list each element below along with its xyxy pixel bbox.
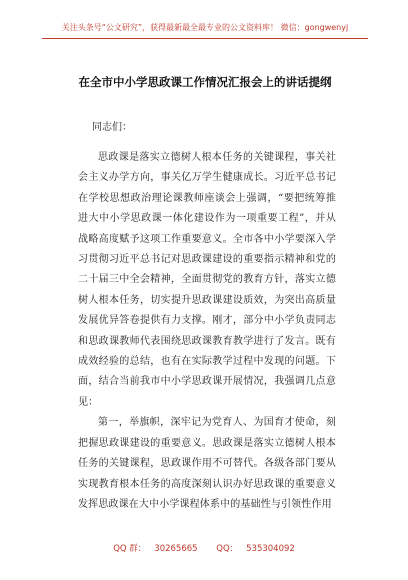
qq-label: QQ： xyxy=(216,544,239,554)
qq-group-number: 30265665 xyxy=(154,544,198,554)
qq-contact xyxy=(212,544,299,554)
header-divider xyxy=(42,38,368,39)
body-paragraph: 第一，举旗帜，深牢记为党育人、为国育才使命，刻把握思政课建设的重要意义。思政课是落实立德树人根本任务的关键课程，思政课作用不可替代。各级各部门要从实现教育根本任务的高度深刻认识办好思政课的重要意义发挥思政课在大中小学课程体系中的基础性与引领性作用 xyxy=(78,417,336,510)
footer-contact xyxy=(0,542,408,554)
document-title: 在全市中小学思政课工作情况汇报会上的讲话提纲 xyxy=(78,75,332,89)
qq-number: 535304092 xyxy=(246,544,295,554)
qq-group-contact xyxy=(109,544,201,554)
salutation: 同志们： xyxy=(92,122,132,133)
body-paragraph: 思政课是落实立德树人根本任务的关键课程，事关社会主义办学方向，事关亿万学生健康成长。习近平总书记在学校思想政治理论课教师座谈会上强调，“要把统筹推进大中小学思政课一体化建设作为一项重要工程”，并从战略高度赋予这项工作重要意义。全市各中小学要深入学习贯彻习近平总书记对思政课建设的重要指示精神和党的二十届三中全会精神，全面贯彻党的教育方针，落实立德树人根本任务，切实提升思政课建设质效，为突出高质量发展优异答卷提供有力支撑。刚才，部分中小学负责同志和思政课教师代表围绕思政课教育教学进行了发言。既有成效经验的总结，也有在实际教学过程中发现的问题。下面，结合当前我市中小学思政课开展情况，我强调几点意见： xyxy=(78,152,336,408)
document-body xyxy=(78,118,336,515)
qq-group-label: QQ 群： xyxy=(113,544,147,554)
header-note: 关注头条号“公文研究”，获得最新最全最专业的公文资料库！ 微信：gongwenyj xyxy=(61,23,349,32)
